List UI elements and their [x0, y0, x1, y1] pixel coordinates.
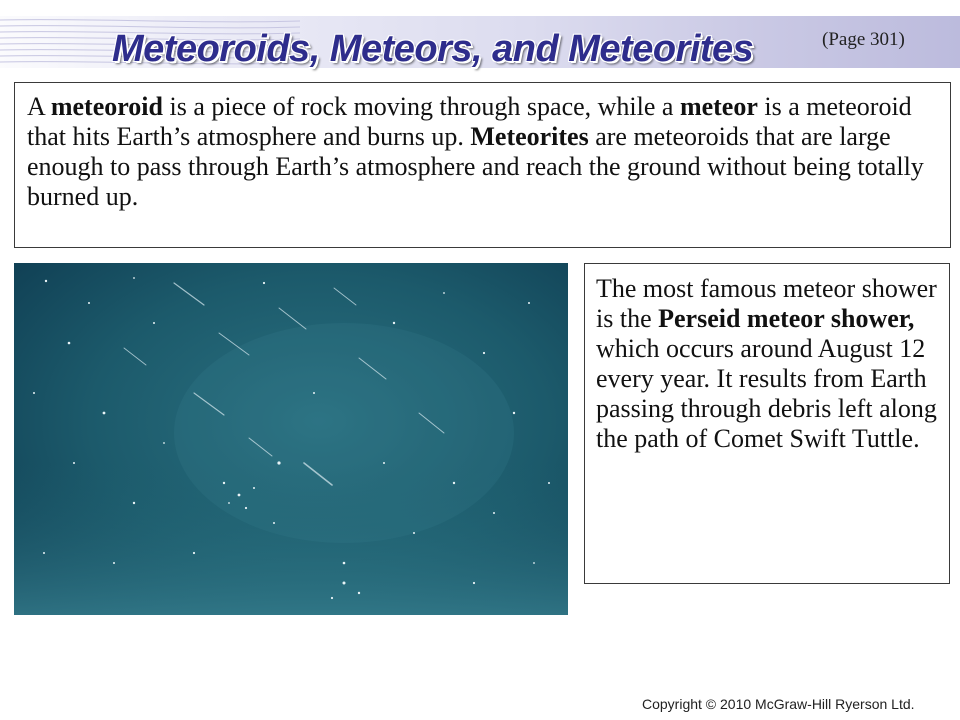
- meteor-shower-photo: [14, 263, 568, 615]
- term-meteoroid: meteoroid: [50, 92, 163, 121]
- copyright-notice: Copyright © 2010 McGraw-Hill Ryerson Ltd.: [642, 696, 915, 712]
- perseid-text-box: The most famous meteor shower is the Perseid meteor shower, which occurs around August 12 every year. It results from Earth passing through debris left along the path of Comet Swift Tuttle.: [584, 263, 950, 584]
- term-perseid: Perseid meteor shower,: [658, 304, 915, 333]
- page-reference: (Page 301): [822, 29, 905, 50]
- term-meteorites: Meteorites: [470, 122, 589, 151]
- title-banner: [0, 16, 960, 68]
- term-meteor: meteor: [679, 92, 758, 121]
- slide-title: Meteoroids, Meteors, and Meteorites: [112, 28, 754, 70]
- definition-text-box: A meteoroid is a piece of rock moving through space, while a meteor is a meteoroid that hits Earth’s atmosphere and burns up. Meteorites are meteoroids that are large enough to pass through Earth’s atmosphere and reach the ground without being totally burned up.: [14, 82, 951, 248]
